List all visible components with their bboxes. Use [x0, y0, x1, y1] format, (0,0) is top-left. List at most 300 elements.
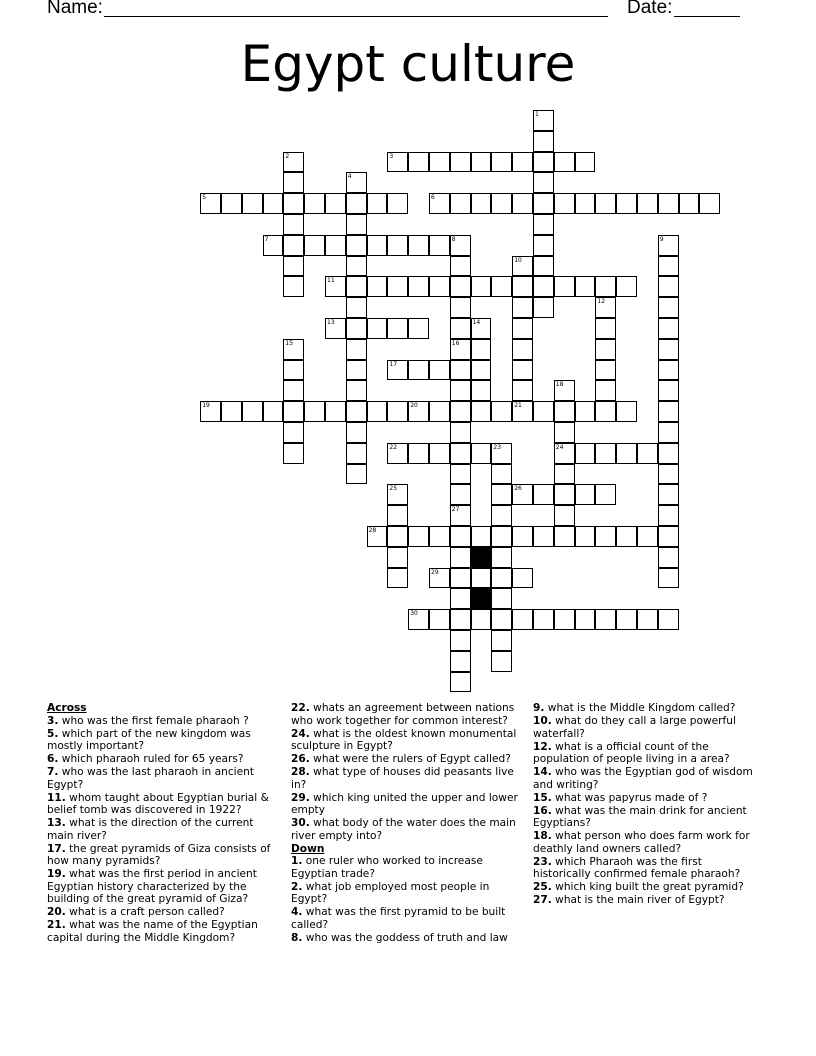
grid-cell[interactable]: [450, 505, 471, 526]
grid-cell[interactable]: [408, 360, 429, 381]
clue-item: [47, 753, 277, 766]
across-clue-list: [47, 715, 277, 945]
grid-cell[interactable]: [450, 443, 471, 464]
grid-cell[interactable]: [429, 360, 450, 381]
grid-cell[interactable]: [595, 443, 616, 464]
grid-cell[interactable]: [387, 193, 408, 214]
grid-cell[interactable]: [408, 443, 429, 464]
clue-number: 10: [514, 256, 522, 264]
clue-text: what type of houses did peasants live in?: [291, 766, 514, 791]
grid-cell[interactable]: [408, 235, 429, 256]
grid-cell[interactable]: [512, 339, 533, 360]
clue-number: 25: [389, 485, 398, 493]
clue-number: 5: [202, 194, 207, 202]
grid-cell[interactable]: [450, 401, 471, 422]
name-field[interactable]: [104, 16, 608, 17]
clue-number: 4: [347, 173, 352, 181]
grid-cell[interactable]: [450, 360, 471, 381]
clue-item: [47, 715, 277, 728]
grid-cell[interactable]: [408, 152, 429, 173]
grid-cell[interactable]: [533, 401, 554, 422]
clue-number: 27.: [533, 894, 552, 906]
grid-cell[interactable]: [450, 568, 471, 589]
grid-cell[interactable]: [429, 276, 450, 297]
grid-cell[interactable]: [512, 401, 533, 422]
clue-number: 5.: [47, 727, 59, 740]
grid-cell[interactable]: [471, 526, 492, 547]
clue-number: 15: [285, 339, 294, 347]
grid-cell[interactable]: [512, 152, 533, 173]
grid-cell[interactable]: [512, 609, 533, 630]
grid-cell[interactable]: [325, 235, 346, 256]
grid-cell[interactable]: [658, 339, 679, 360]
grid-cell[interactable]: [450, 630, 471, 651]
grid-cell[interactable]: [263, 401, 284, 422]
grid-cell[interactable]: [471, 152, 492, 173]
grid-cell[interactable]: [658, 526, 679, 547]
clue-number: 19.: [47, 868, 66, 880]
grid-cell[interactable]: [637, 609, 658, 630]
grid-cell[interactable]: [387, 505, 408, 526]
grid-cell[interactable]: [200, 193, 221, 214]
grid-cell[interactable]: [658, 505, 679, 526]
grid-cell[interactable]: [429, 526, 450, 547]
grid-cell[interactable]: [387, 526, 408, 547]
grid-cell[interactable]: [595, 484, 616, 505]
grid-cell[interactable]: [450, 256, 471, 277]
clue-item: [291, 753, 523, 766]
clue-item: [533, 715, 761, 740]
clue-number: 28: [368, 527, 377, 534]
clue-number: 3.: [47, 714, 59, 727]
clue-text: what is a official count of the population of people living in a area?: [533, 740, 730, 765]
grid-cell[interactable]: [491, 276, 512, 297]
grid-cell[interactable]: [616, 401, 637, 422]
grid-cell[interactable]: [408, 526, 429, 547]
grid-cell[interactable]: [387, 547, 408, 568]
grid-cell[interactable]: [471, 193, 492, 214]
grid-cell[interactable]: [554, 464, 575, 485]
clue-number: 15.: [533, 791, 552, 804]
grid-cell[interactable]: [575, 193, 596, 214]
grid-cell[interactable]: [283, 401, 304, 422]
clue-text: what is the direction of the current main river?: [47, 817, 254, 842]
grid-cell[interactable]: [429, 568, 450, 589]
grid-cell[interactable]: [283, 193, 304, 214]
grid-cell[interactable]: [512, 484, 533, 505]
grid-cell[interactable]: [450, 651, 471, 672]
grid-cell[interactable]: [367, 318, 388, 339]
grid-cell[interactable]: [367, 276, 388, 297]
grid-cell[interactable]: [637, 193, 658, 214]
grid-cell[interactable]: [346, 256, 367, 277]
clue-item: [291, 881, 523, 906]
grid-cell[interactable]: [658, 568, 679, 589]
grid-cell[interactable]: [554, 401, 575, 422]
grid-cell[interactable]: [471, 443, 492, 464]
grid-cell[interactable]: [554, 443, 575, 464]
grid-cell[interactable]: [575, 484, 596, 505]
clue-text: which king built the great pyramid?: [551, 881, 744, 893]
grid-cell[interactable]: [429, 152, 450, 173]
grid-cell[interactable]: [408, 609, 429, 630]
grid-cell[interactable]: [471, 318, 492, 339]
grid-cell[interactable]: [512, 276, 533, 297]
grid-cell[interactable]: [491, 443, 512, 464]
grid-cell[interactable]: [491, 484, 512, 505]
clue-item: [533, 894, 761, 907]
down-clue-list-continued: [533, 702, 761, 907]
grid-cell[interactable]: [554, 484, 575, 505]
grid-cell[interactable]: [512, 297, 533, 318]
grid-cell[interactable]: [658, 484, 679, 505]
clue-number: 20.: [47, 906, 66, 918]
grid-cell[interactable]: [595, 401, 616, 422]
grid-cell[interactable]: [471, 276, 492, 297]
grid-cell[interactable]: [283, 380, 304, 401]
grid-cell[interactable]: [554, 193, 575, 214]
grid-cell[interactable]: [387, 360, 408, 381]
grid-cell[interactable]: [679, 193, 700, 214]
grid-block: [471, 547, 492, 568]
clue-text: what is the oldest known monumental sculpture in Egypt?: [291, 727, 517, 752]
grid-cell[interactable]: [491, 588, 512, 609]
grid-cell[interactable]: [283, 443, 304, 464]
grid-cell[interactable]: [533, 131, 554, 152]
grid-cell[interactable]: [658, 547, 679, 568]
grid-cell[interactable]: [429, 609, 450, 630]
grid-cell[interactable]: [242, 401, 263, 422]
grid-cell[interactable]: [554, 526, 575, 547]
grid-cell[interactable]: [616, 526, 637, 547]
grid-cell[interactable]: [491, 464, 512, 485]
clue-text: what were the rulers of Egypt called?: [309, 753, 511, 765]
grid-cell[interactable]: [491, 152, 512, 173]
grid-cell[interactable]: [408, 276, 429, 297]
clue-number: 18: [555, 381, 564, 389]
grid-cell[interactable]: [491, 505, 512, 526]
clue-text: which part of the new kingdom was mostly important?: [47, 727, 251, 752]
grid-cell[interactable]: [450, 380, 471, 401]
clue-text: what is a craft person called?: [65, 906, 225, 918]
grid-cell[interactable]: [367, 235, 388, 256]
clue-number: 13.: [47, 817, 66, 829]
grid-cell[interactable]: [450, 318, 471, 339]
clue-text: what do they call a large powerful waterfall?: [533, 715, 736, 740]
clue-number: 24: [555, 443, 564, 451]
grid-cell[interactable]: [346, 235, 367, 256]
grid-cell[interactable]: [533, 526, 554, 547]
grid-cell[interactable]: [346, 422, 367, 443]
grid-cell[interactable]: [512, 526, 533, 547]
grid-cell[interactable]: [471, 339, 492, 360]
grid-cell[interactable]: [616, 443, 637, 464]
grid-cell[interactable]: [450, 193, 471, 214]
clue-number: 7: [264, 235, 269, 243]
clue-number: 8.: [291, 931, 303, 944]
grid-cell[interactable]: [554, 152, 575, 173]
grid-cell[interactable]: [387, 401, 408, 422]
grid-cell[interactable]: [283, 422, 304, 443]
grid-cell[interactable]: [575, 152, 596, 173]
clue-number: 17: [389, 360, 398, 368]
grid-cell[interactable]: [491, 630, 512, 651]
grid-cell[interactable]: [450, 152, 471, 173]
grid-cell[interactable]: [658, 256, 679, 277]
grid-cell[interactable]: [346, 276, 367, 297]
grid-cell[interactable]: [699, 193, 720, 214]
clue-number: 18.: [533, 830, 552, 842]
grid-cell[interactable]: [450, 547, 471, 568]
grid-cell[interactable]: [283, 152, 304, 173]
clue-number: 12.: [533, 740, 552, 753]
grid-cell[interactable]: [283, 214, 304, 235]
clue-number: 7.: [47, 766, 59, 778]
grid-cell[interactable]: [346, 464, 367, 485]
grid-cell[interactable]: [658, 422, 679, 443]
grid-cell[interactable]: [595, 609, 616, 630]
grid-cell[interactable]: [429, 443, 450, 464]
grid-cell[interactable]: [450, 609, 471, 630]
grid-cell[interactable]: [658, 318, 679, 339]
clue-number: 16.: [533, 804, 552, 817]
grid-cell[interactable]: [325, 401, 346, 422]
grid-cell[interactable]: [491, 193, 512, 214]
clue-item: [291, 792, 523, 817]
grid-cell[interactable]: [658, 276, 679, 297]
grid-cell[interactable]: [387, 152, 408, 173]
grid-cell[interactable]: [595, 193, 616, 214]
grid-cell[interactable]: [283, 235, 304, 256]
grid-cell[interactable]: [408, 401, 429, 422]
grid-cell[interactable]: [533, 484, 554, 505]
grid-cell[interactable]: [387, 484, 408, 505]
grid-cell[interactable]: [491, 547, 512, 568]
grid-cell[interactable]: [450, 235, 471, 256]
grid-cell[interactable]: [575, 443, 596, 464]
grid-cell[interactable]: [450, 484, 471, 505]
grid-cell[interactable]: [471, 401, 492, 422]
grid-cell[interactable]: [554, 422, 575, 443]
clue-number: 9: [659, 235, 664, 243]
grid-cell[interactable]: [429, 235, 450, 256]
grid-cell[interactable]: [637, 526, 658, 547]
clue-item: [533, 766, 761, 791]
clues-column-3: [533, 702, 761, 907]
grid-cell[interactable]: [346, 193, 367, 214]
grid-cell[interactable]: [346, 318, 367, 339]
grid-cell[interactable]: [658, 297, 679, 318]
grid-cell[interactable]: [554, 609, 575, 630]
grid-cell[interactable]: [533, 609, 554, 630]
grid-cell[interactable]: [263, 235, 284, 256]
grid-cell[interactable]: [533, 152, 554, 173]
grid-cell[interactable]: [450, 464, 471, 485]
clue-number: 14.: [533, 766, 552, 778]
grid-cell[interactable]: [387, 443, 408, 464]
grid-cell[interactable]: [346, 380, 367, 401]
clue-text: which king united the upper and lower empty: [291, 791, 518, 816]
clue-item: [533, 881, 761, 894]
grid-cell[interactable]: [450, 297, 471, 318]
grid-cell[interactable]: [242, 193, 263, 214]
grid-cell[interactable]: [491, 651, 512, 672]
grid-cell[interactable]: [387, 318, 408, 339]
grid-cell[interactable]: [595, 276, 616, 297]
grid-cell[interactable]: [575, 526, 596, 547]
grid-cell[interactable]: [325, 318, 346, 339]
grid-cell[interactable]: [512, 568, 533, 589]
grid-cell[interactable]: [512, 256, 533, 277]
grid-cell[interactable]: [533, 172, 554, 193]
clue-text: what person who does farm work for deathly land owners called?: [533, 830, 750, 855]
clues-column-1: [47, 702, 277, 945]
grid-cell[interactable]: [450, 422, 471, 443]
grid-cell[interactable]: [658, 464, 679, 485]
grid-cell[interactable]: [533, 193, 554, 214]
grid-cell[interactable]: [595, 360, 616, 381]
grid-cell[interactable]: [471, 380, 492, 401]
grid-cell[interactable]: [595, 339, 616, 360]
grid-cell[interactable]: [304, 401, 325, 422]
clue-item: [291, 932, 523, 945]
grid-cell[interactable]: [658, 193, 679, 214]
grid-cell[interactable]: [263, 193, 284, 214]
grid-cell[interactable]: [346, 214, 367, 235]
grid-cell[interactable]: [221, 401, 242, 422]
grid-cell[interactable]: [450, 672, 471, 693]
grid-cell[interactable]: [346, 172, 367, 193]
clue-item: [533, 741, 761, 766]
clue-item: [47, 728, 277, 753]
grid-cell[interactable]: [221, 193, 242, 214]
grid-cell[interactable]: [346, 339, 367, 360]
clue-item: [533, 702, 761, 715]
grid-cell[interactable]: [471, 609, 492, 630]
grid-cell[interactable]: [283, 339, 304, 360]
clue-item: [533, 830, 761, 855]
grid-cell[interactable]: [658, 380, 679, 401]
name-label: Name:: [47, 0, 103, 18]
grid-cell[interactable]: [450, 339, 471, 360]
grid-cell[interactable]: [595, 380, 616, 401]
grid-cell[interactable]: [512, 318, 533, 339]
clue-text: which Pharaoh was the first historically confirmed female pharaoh?: [533, 855, 741, 880]
grid-cell[interactable]: [512, 380, 533, 401]
grid-cell[interactable]: [491, 401, 512, 422]
clue-text: one ruler who worked to increase Egyptian trade?: [291, 855, 483, 880]
grid-cell[interactable]: [429, 401, 450, 422]
clue-number: 11: [327, 277, 335, 285]
clue-item: [291, 906, 523, 931]
grid-cell[interactable]: [616, 609, 637, 630]
grid-cell[interactable]: [367, 193, 388, 214]
grid-cell[interactable]: [450, 276, 471, 297]
clue-number: 21: [514, 402, 522, 410]
clue-number: 3: [389, 152, 394, 160]
grid-cell[interactable]: [450, 526, 471, 547]
grid-cell[interactable]: [658, 443, 679, 464]
grid-cell[interactable]: [554, 380, 575, 401]
grid-cell[interactable]: [554, 276, 575, 297]
clue-number: 22.: [291, 702, 310, 714]
grid-cell[interactable]: [595, 297, 616, 318]
grid-cell[interactable]: [429, 193, 450, 214]
grid-cell[interactable]: [512, 193, 533, 214]
clue-number: 29.: [291, 791, 310, 804]
grid-cell[interactable]: [491, 609, 512, 630]
grid-cell[interactable]: [346, 360, 367, 381]
grid-cell[interactable]: [658, 235, 679, 256]
grid-cell[interactable]: [304, 193, 325, 214]
grid-cell[interactable]: [533, 276, 554, 297]
grid-cell[interactable]: [575, 609, 596, 630]
grid-cell[interactable]: [283, 172, 304, 193]
grid-cell[interactable]: [491, 526, 512, 547]
clue-number: 9.: [533, 702, 545, 714]
clue-text: whom taught about Egyptian burial & belief tomb was discovered in 1922?: [47, 791, 269, 816]
grid-cell[interactable]: [491, 568, 512, 589]
grid-cell[interactable]: [533, 214, 554, 235]
clue-text: what was the first period in ancient Egyptian history characterized by the building of the great pyramid of Giza?: [47, 868, 257, 905]
grid-cell[interactable]: [346, 297, 367, 318]
grid-cell[interactable]: [367, 401, 388, 422]
grid-cell[interactable]: [367, 526, 388, 547]
grid-cell[interactable]: [533, 235, 554, 256]
clue-number: 19: [202, 402, 210, 410]
grid-cell[interactable]: [346, 401, 367, 422]
date-field[interactable]: [674, 16, 740, 17]
grid-cell[interactable]: [533, 297, 554, 318]
grid-cell[interactable]: [471, 360, 492, 381]
grid-cell[interactable]: [408, 318, 429, 339]
grid-cell[interactable]: [595, 526, 616, 547]
clue-item: [291, 855, 523, 880]
grid-cell[interactable]: [325, 276, 346, 297]
grid-cell[interactable]: [575, 401, 596, 422]
grid-cell[interactable]: [575, 276, 596, 297]
grid-cell[interactable]: [387, 568, 408, 589]
clue-number: 20: [410, 402, 418, 410]
grid-cell[interactable]: [533, 110, 554, 131]
across-clue-list-continued: [291, 702, 523, 842]
grid-cell[interactable]: [450, 588, 471, 609]
grid-block: [471, 588, 492, 609]
grid-cell[interactable]: [304, 235, 325, 256]
grid-cell[interactable]: [346, 443, 367, 464]
grid-cell[interactable]: [387, 235, 408, 256]
clue-item: [291, 702, 523, 727]
grid-cell[interactable]: [616, 276, 637, 297]
grid-cell[interactable]: [533, 256, 554, 277]
grid-cell[interactable]: [283, 276, 304, 297]
clue-text: whats an agreement between nations who work together for common interest?: [291, 702, 515, 727]
grid-cell[interactable]: [637, 443, 658, 464]
grid-cell[interactable]: [658, 360, 679, 381]
grid-cell[interactable]: [658, 401, 679, 422]
grid-cell[interactable]: [283, 256, 304, 277]
grid-cell[interactable]: [658, 609, 679, 630]
grid-cell[interactable]: [325, 193, 346, 214]
grid-cell[interactable]: [595, 318, 616, 339]
grid-cell[interactable]: [616, 193, 637, 214]
grid-cell[interactable]: [200, 401, 221, 422]
grid-cell[interactable]: [387, 276, 408, 297]
grid-cell[interactable]: [283, 360, 304, 381]
grid-cell[interactable]: [512, 360, 533, 381]
grid-cell[interactable]: [471, 568, 492, 589]
grid-cell[interactable]: [554, 505, 575, 526]
